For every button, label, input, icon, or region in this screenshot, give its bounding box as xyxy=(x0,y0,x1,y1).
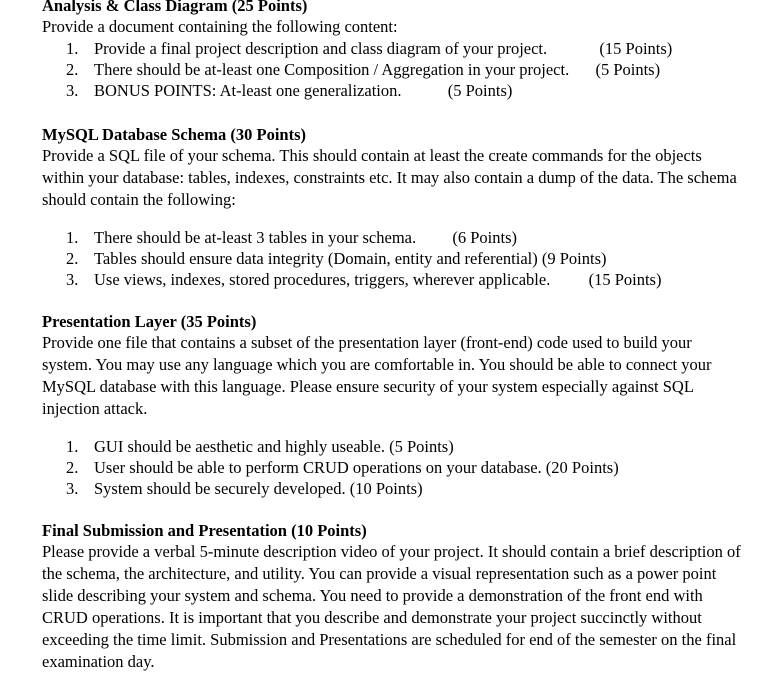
list-item xyxy=(42,248,742,269)
section-mysql-schema xyxy=(42,125,742,290)
item-number: 2. xyxy=(66,249,79,268)
section-presentation-layer xyxy=(42,312,742,499)
item-text: System should be securely developed. (10 Points) xyxy=(94,479,423,498)
list-item xyxy=(42,269,742,290)
section-final-submission xyxy=(42,521,742,673)
list-item xyxy=(42,38,742,59)
item-number: 1. xyxy=(66,39,79,58)
section-intro: Provide one file that contains a subset of the presentation layer (front-end) code used to build your system. You may use any language which you are comfortable in. You should be able to connect your MySQL database with this language. Please ensure security of your system especially against SQL injection attack. xyxy=(42,333,712,418)
item-points: (15 Points) xyxy=(599,39,673,58)
item-points: (5 Points) xyxy=(447,81,513,100)
item-text: Tables should ensure data integrity (Domain, entity and referential) (9 Points) xyxy=(94,249,607,268)
item-number: 3. xyxy=(66,81,79,100)
item-number: 3. xyxy=(66,270,79,289)
section-heading: Final Submission and Presentation (10 Points) xyxy=(42,521,367,540)
section-heading: MySQL Database Schema (30 Points) xyxy=(42,125,306,144)
section-intro: Provide a SQL file of your schema. This should contain at least the create commands for the objects within your database: tables, indexes, constraints etc. It may also contain a dump of the data. The schema should contain the following: xyxy=(42,146,737,209)
section-intro: Provide a document containing the following content: xyxy=(42,17,398,36)
item-points: (15 Points) xyxy=(588,270,662,289)
section-heading: Analysis & Class Diagram (25 Points) xyxy=(42,0,308,15)
requirement-list xyxy=(42,436,742,499)
list-item xyxy=(42,59,742,80)
item-text: Provide a final project description and class diagram of your project. xyxy=(94,39,548,58)
item-text: Use views, indexes, stored procedures, triggers, wherever applicable. xyxy=(94,270,551,289)
item-number: 1. xyxy=(66,437,79,456)
item-number: 1. xyxy=(66,228,79,247)
item-text: There should be at-least 3 tables in your schema. xyxy=(94,228,417,247)
list-item xyxy=(42,457,742,478)
item-number: 3. xyxy=(66,479,79,498)
item-text: GUI should be aesthetic and highly useable. (5 Points) xyxy=(94,437,454,456)
item-points: (5 Points) xyxy=(595,60,661,79)
item-number: 2. xyxy=(66,60,79,79)
document-page xyxy=(42,0,742,673)
requirement-list xyxy=(42,38,742,101)
section-intro: Please provide a verbal 5-minute description video of your project. It should contain a brief description of the schema, the architecture, and utility. You can provide a visual representation such as a power point slide describing your system and schema. You need to provide a demonstration of the front end with CRUD operations. It is important that you describe and demonstrate your project succinctly without exceeding the time limit. Submission and Presentations are scheduled for end of the semester on the final examination day. xyxy=(42,542,741,671)
list-item xyxy=(42,227,742,248)
section-analysis xyxy=(42,0,742,101)
item-number: 2. xyxy=(66,458,79,477)
item-points: (6 Points) xyxy=(452,228,517,247)
item-text: There should be at-least one Composition / Aggregation in your project. xyxy=(94,60,570,79)
list-item xyxy=(42,80,742,101)
list-item xyxy=(42,478,742,499)
item-text: User should be able to perform CRUD operations on your database. (20 Points) xyxy=(94,458,619,477)
section-heading: Presentation Layer (35 Points) xyxy=(42,312,257,331)
item-text: BONUS POINTS: At-least one generalization. xyxy=(94,81,402,100)
requirement-list xyxy=(42,227,742,290)
list-item xyxy=(42,436,742,457)
